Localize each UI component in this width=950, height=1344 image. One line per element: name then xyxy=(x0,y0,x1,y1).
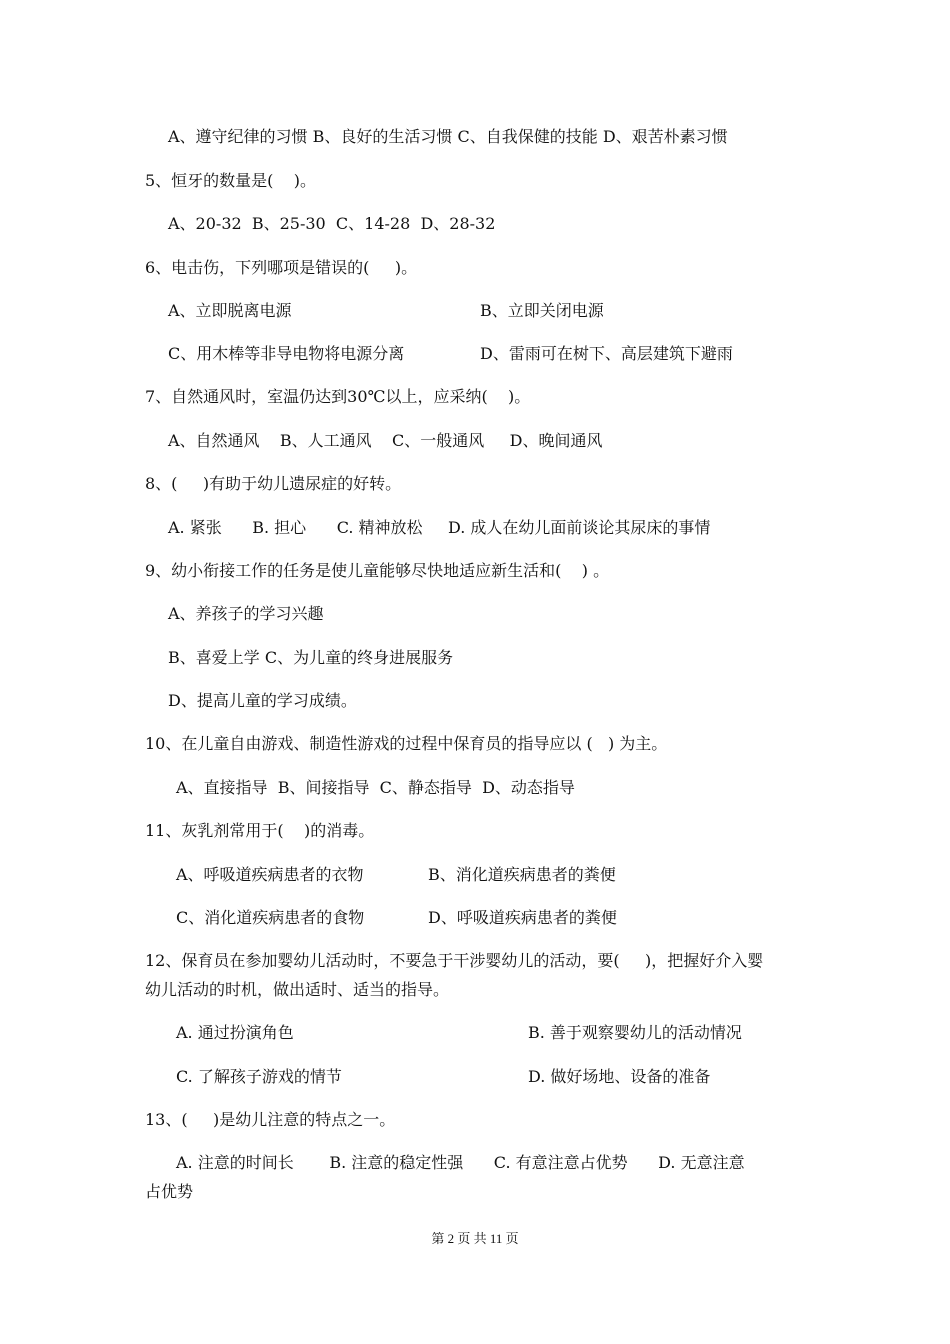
q9-option-bc: B、喜爱上学 C、为儿童的终身进展服务 xyxy=(168,648,454,667)
question-8: 8、( )有助于幼儿遗尿症的好转。 xyxy=(145,474,402,493)
q6-option-b: B、立即关闭电源 xyxy=(480,301,604,320)
q11-option-b: B、消化道疾病患者的粪便 xyxy=(428,865,616,884)
question-10: 10、在儿童自由游戏、制造性游戏的过程中保育员的指导应以 ( ) 为主。 xyxy=(145,734,668,753)
q11-option-d: D、呼吸道疾病患者的粪便 xyxy=(428,908,617,927)
q13-options: A. 注意的时间长 B. 注意的稳定性强 C. 有意注意占优势 D. 无意注意 xyxy=(176,1153,745,1172)
q4-options: A、遵守纪律的习惯 B、良好的生活习惯 C、自我保健的技能 D、艰苦朴素习惯 xyxy=(168,127,728,146)
question-9: 9、幼小衔接工作的任务是使儿童能够尽快地适应新生活和( ) 。 xyxy=(145,561,610,580)
question-12: 12、保育员在参加婴幼儿活动时，不要急于干涉婴幼儿的活动，要( )，把握好介入婴 xyxy=(145,951,764,970)
q9-option-a: A、养孩子的学习兴趣 xyxy=(168,604,324,623)
q10-options: A、直接指导 B、间接指导 C、静态指导 D、动态指导 xyxy=(176,778,575,797)
q13-options-cont: 占优势 xyxy=(145,1182,194,1201)
q11-option-c: C、消化道疾病患者的食物 xyxy=(176,908,365,927)
q9-option-d: D、提高儿童的学习成绩。 xyxy=(168,691,357,710)
q12-option-d: D. 做好场地、设备的准备 xyxy=(528,1067,711,1086)
q7-options: A、自然通风 B、人工通风 C、一般通风 D、晚间通风 xyxy=(168,431,603,450)
question-5: 5、恒牙的数量是( )。 xyxy=(145,171,317,190)
q12-option-c: C. 了解孩子游戏的情节 xyxy=(176,1067,342,1086)
question-6: 6、电击伤，下列哪项是错误的( )。 xyxy=(145,258,418,277)
question-13: 13、( )是幼儿注意的特点之一。 xyxy=(145,1110,396,1129)
q11-option-a: A、呼吸道疾病患者的衣物 xyxy=(176,865,364,884)
q6-option-c: C、用木棒等非导电物将电源分离 xyxy=(168,344,405,363)
page-footer: 第 2 页 共 11 页 xyxy=(431,1231,519,1246)
q12-option-a: A. 通过扮演角色 xyxy=(176,1023,294,1042)
q6-option-d: D、雷雨可在树下、高层建筑下避雨 xyxy=(480,344,733,363)
q6-option-a: A、立即脱离电源 xyxy=(168,301,292,320)
q8-options: A. 紧张 B. 担心 C. 精神放松 D. 成人在幼儿面前谈论其尿床的事情 xyxy=(168,518,711,537)
q5-options: A、20-32 B、25-30 C、14-28 D、28-32 xyxy=(168,214,496,233)
question-12-cont: 幼儿活动的时机，做出适时、适当的指导。 xyxy=(145,980,450,999)
q12-option-b: B. 善于观察婴幼儿的活动情况 xyxy=(528,1023,742,1042)
question-7: 7、自然通风时，室温仍达到30℃以上，应采纳( )。 xyxy=(145,387,531,406)
question-11: 11、灰乳剂常用于( )的消毒。 xyxy=(145,821,375,840)
